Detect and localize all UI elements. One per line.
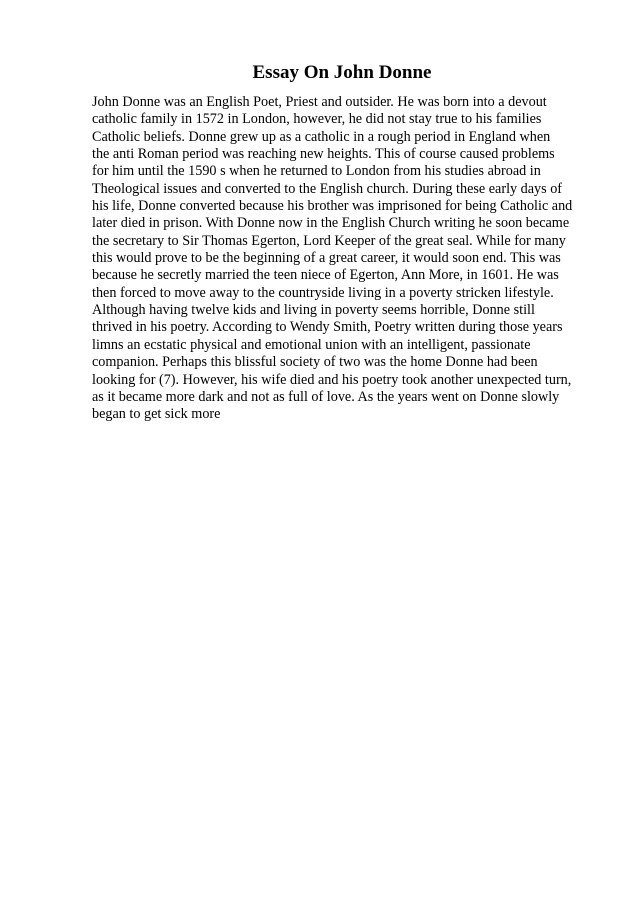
- paragraph-line: Theological issues and converted to the English church. During these early days of: [92, 180, 563, 197]
- paragraph-line: looking for (7). However, his wife died and his poetry took another unexpected turn,: [92, 371, 572, 388]
- paragraph-line: his life, Donne converted because his brother was imprisoned for being Catholic and: [92, 198, 573, 215]
- paragraph-line: then forced to move away to the countryside living in a poverty stricken lifestyle.: [92, 284, 554, 301]
- paragraph-line: the secretary to Sir Thomas Egerton, Lord Keeper of the great seal. While for many: [92, 232, 566, 249]
- paragraph-line: limns an ecstatic physical and emotional union with an intelligent, passionate: [92, 336, 531, 353]
- paragraph-line: Although having twelve kids and living in poverty seems horrible, Donne still: [92, 302, 535, 319]
- paragraph-line: companion. Perhaps this blissful society of two was the home Donne had been: [92, 354, 538, 371]
- paragraph-line: later died in prison. With Donne now in the English Church writing he soon became: [92, 215, 570, 232]
- paragraph-line: John Donne was an English Poet, Priest and outsider. He was born into a devout: [92, 94, 547, 110]
- paragraph-line: thrived in his poetry. According to Wendy Smith, Poetry written during those years: [92, 319, 563, 336]
- paragraph-line: began to get sick more: [92, 406, 221, 423]
- paragraph-line: Catholic beliefs. Donne grew up as a catholic in a rough period in England when: [92, 128, 551, 145]
- paragraph-line: this would prove to be the beginning of a great career, it would soon end. This was: [92, 250, 561, 267]
- page-title: Essay On John Donne: [252, 62, 432, 83]
- paragraph-line: catholic family in 1572 in London, however, he did not stay true to his families: [92, 111, 542, 128]
- paragraph-line: because he secretly married the teen niece of Egerton, Ann More, in 1601. He was: [92, 267, 559, 284]
- essay-paragraph: [92, 94, 592, 424]
- paragraph-line: for him until the 1590 s when he returned to London from his studies abroad in: [92, 163, 541, 180]
- paragraph-line: as it became more dark and not as full of love. As the years went on Donne slowly: [92, 388, 560, 405]
- paragraph-line: the anti Roman period was reaching new heights. This of course caused problems: [92, 146, 555, 163]
